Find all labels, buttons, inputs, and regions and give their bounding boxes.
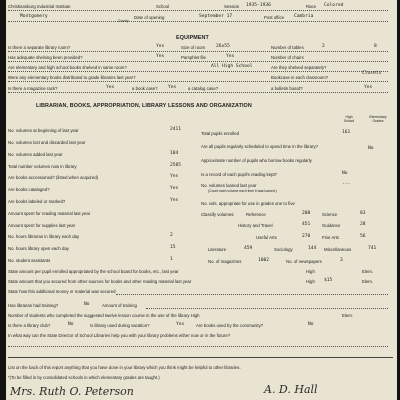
hours-open-value: 15 — [170, 245, 176, 250]
classify-guidance-value: 28 — [360, 222, 366, 227]
library-club-value: No — [68, 322, 74, 327]
footer-list-note: List on the back of this report anything that you have done in your library which you think might be helpful to other libraries. — [8, 365, 241, 370]
state-amount-other-high-value: $15 — [324, 278, 333, 283]
vols-added-value: 184 — [170, 151, 179, 156]
classify-reference-value: 208 — [302, 211, 311, 216]
classify-literature-value: 459 — [244, 246, 253, 251]
vols-beginning-label: No. volumes at beginning of last year — [8, 128, 79, 133]
labeled-value: Yes — [170, 198, 179, 203]
grade-libraries-label: Were any elementary books distributed to grade libraries last year? — [8, 75, 136, 80]
signature-right: A. D. Hall — [264, 383, 318, 396]
size-value: 26x55 — [216, 44, 230, 49]
vols-total-label: Total number volumes now in library — [8, 164, 77, 169]
vols-loaned-label: No. volumes loaned last year — [201, 183, 257, 188]
magazine-rack-value: Yes — [106, 85, 115, 90]
scheduled-value: No — [368, 146, 374, 151]
post-office-label: Post office — [264, 15, 284, 20]
col-high-school: High School — [343, 115, 355, 124]
session-label: Session — [224, 4, 240, 9]
classify-useful-arts-label: Useful Arts — [256, 235, 277, 240]
borrow-regularly-label: Approximate number of pupils who borrow books regularly — [201, 158, 312, 163]
tables-label: Number of tables — [271, 45, 304, 50]
date-label: Date of opening — [134, 15, 165, 20]
chairs-label: Number of chairs — [271, 55, 304, 60]
state-amount-other-elem-label: Elem. — [362, 279, 373, 284]
cataloged-value: Yes — [170, 186, 179, 191]
state-amount-other-label: State amount that you secured from other sources for books and other reading material last year — [8, 279, 192, 284]
community-label: Are books used by the community? — [196, 323, 264, 328]
report-form — [6, 0, 397, 400]
shelving-value: Yes — [156, 54, 165, 59]
classify-sociology-label: Sociology — [274, 247, 293, 252]
bulletin-board-value: Yes — [364, 85, 373, 90]
separate-room-value: Yes — [156, 44, 165, 49]
student-assistants-value: 1 — [170, 257, 173, 262]
vols-added-label: No. volumes added last year — [8, 152, 63, 157]
shelved-separately-label: Are they shelved separately? — [271, 65, 327, 70]
signature-left: Mrs. Ruth O. Peterson — [10, 385, 134, 398]
scheduled-label: Are all pupils regularly scheduled to spend time in the library? — [201, 144, 319, 149]
help-question: In what way can the State Director of School Libraries help you with your library problems either now or in the future? — [8, 333, 231, 338]
county-value: Montgomery — [20, 14, 48, 19]
newspapers-value: 3 — [340, 258, 343, 263]
state-amount-elem-label: Elem. — [362, 269, 373, 274]
race-value: Colored — [324, 3, 344, 8]
vols-loaned-value: --- — [342, 182, 351, 187]
classify-history-label: History and Travel — [238, 223, 273, 228]
student-assistants-label: No. student assistants — [8, 258, 51, 263]
vacation-value: Yes — [176, 322, 185, 327]
newspapers-label: No. of newspapers — [286, 259, 322, 264]
hours-librarian-label: No. hours librarian in library each day — [8, 234, 80, 239]
students-completed-elem: Elem. — [342, 313, 353, 318]
vols-total-value: 2585 — [170, 163, 182, 168]
county-label: County — [118, 19, 129, 23]
labeled-label: Are books labeled or marked? — [8, 199, 66, 204]
vols-beginning-value: 2411 — [170, 127, 182, 132]
tables-value: 2 — [322, 44, 325, 49]
equipment-title: EQUIPMENT — [176, 35, 209, 41]
col-elementary: Elementary Grades — [369, 115, 387, 124]
community-value: No — [308, 322, 314, 327]
section2-title: LIBRARIAN, BOOKS, APPROPRIATION, LIBRARY LESSONS AND ORGANIZATION — [36, 103, 252, 109]
school-label: School — [156, 4, 170, 9]
library-club-label: Is there a library club? — [8, 323, 51, 328]
hours-librarian-value: 2 — [170, 233, 173, 238]
magazines-value: 1002 — [258, 258, 270, 263]
separate-room-label: Is there a separate library room? — [8, 45, 71, 50]
all-high-school-value: All High School — [211, 64, 253, 69]
book-case-label: a book case? — [132, 86, 158, 91]
amount-reading-label: Amount spent for reading material last year — [8, 211, 91, 216]
classify-misc-label: Miscellaneous — [324, 247, 352, 252]
post-office-value: Cambria — [294, 14, 314, 19]
cataloged-label: Are books cataloged? — [8, 187, 50, 192]
loaned-note: (Count each volume each time it was loaned.) — [208, 189, 277, 193]
amount-supplies-label: Amount spent for supplies last year — [8, 223, 76, 228]
catalog-case-label: a catalog case? — [188, 86, 219, 91]
additional-money-label: State how this additional money or material was secured — [8, 289, 116, 294]
classify-science-value: 83 — [360, 211, 366, 216]
session-value: 1935-1936 — [246, 3, 271, 8]
students-completed-label: Number of students who completed the suggested twelve lesson course in the use of the library High — [8, 313, 200, 318]
classify-fine-arts-label: Fine Arts — [322, 235, 339, 240]
magazines-label: No. of magazines — [208, 259, 242, 264]
grades-one-five-label: No. vols. appropriate for use in grades one to five — [201, 201, 295, 206]
pupils-enrolled-value: 161 — [342, 130, 351, 135]
reading-record-value: No — [342, 171, 348, 176]
footer-consolidated-note: *(To be filled in by consolidated schools in which elementary grades are taught.) — [8, 375, 160, 380]
closets-value: Closets — [362, 71, 382, 76]
pamphlet-label: Pamphlet file — [181, 55, 206, 60]
classify-useful-arts-value: 270 — [302, 234, 311, 239]
shelving-label: Has adequate shelving been provided? — [8, 55, 83, 60]
state-amount-high-label: High — [306, 269, 315, 274]
vacation-label: Is library used during vacation? — [90, 323, 150, 328]
classify-guidance-label: Guidance — [322, 223, 341, 228]
reading-record-label: Is a record of each pupil's reading kept? — [201, 172, 278, 177]
date-value: September 17 — [199, 14, 233, 19]
hours-open-label: No. hours library open each day — [8, 246, 69, 251]
vols-lost-label: No. volumes lost and discarded last year — [8, 140, 86, 145]
race-label: Race — [306, 4, 317, 9]
classify-sociology-value: 144 — [308, 246, 317, 251]
classify-history-value: 451 — [302, 222, 311, 227]
size-label: Size of room — [181, 45, 206, 50]
classify-fine-arts-value: 56 — [360, 234, 366, 239]
amount-training-label: Amount of training — [102, 303, 137, 308]
training-label: Has librarian had training? — [8, 303, 59, 308]
classify-science-label: Science — [322, 212, 338, 217]
classify-misc-value: 741 — [368, 246, 377, 251]
classify-label: Classify volumes: — [201, 212, 235, 217]
classify-literature-label: Literature — [208, 247, 227, 252]
state-amount-per-pupil-label: State amount per pupil enrolled appropriated by the school board for books, etc., last year — [8, 269, 179, 274]
pamphlet-value: Yes — [226, 54, 235, 59]
classify-reference-label: Reference — [246, 212, 266, 217]
magazine-rack-label: Is there a magazine rack? — [8, 86, 58, 91]
accessioned-label: Are books accessioned? (listed when acquired) — [8, 175, 99, 180]
accessioned-value: Yes — [170, 174, 179, 179]
pupils-enrolled-label: Total pupils enrolled — [201, 131, 239, 136]
state-amount-other-high-label: High — [306, 279, 315, 284]
bulletin-board-label: a bulletin board? — [271, 86, 303, 91]
bookcase-classroom-label: Bookcase in each classroom? — [271, 75, 329, 80]
training-value: No — [84, 302, 90, 307]
book-case-value: Yes — [168, 85, 177, 90]
school-name: Christiansburg Industrial Institute — [8, 4, 71, 9]
same-room-label: Are elementary and high school books shelved in same room? — [8, 65, 127, 70]
tables-value-2: 8 — [374, 44, 377, 49]
